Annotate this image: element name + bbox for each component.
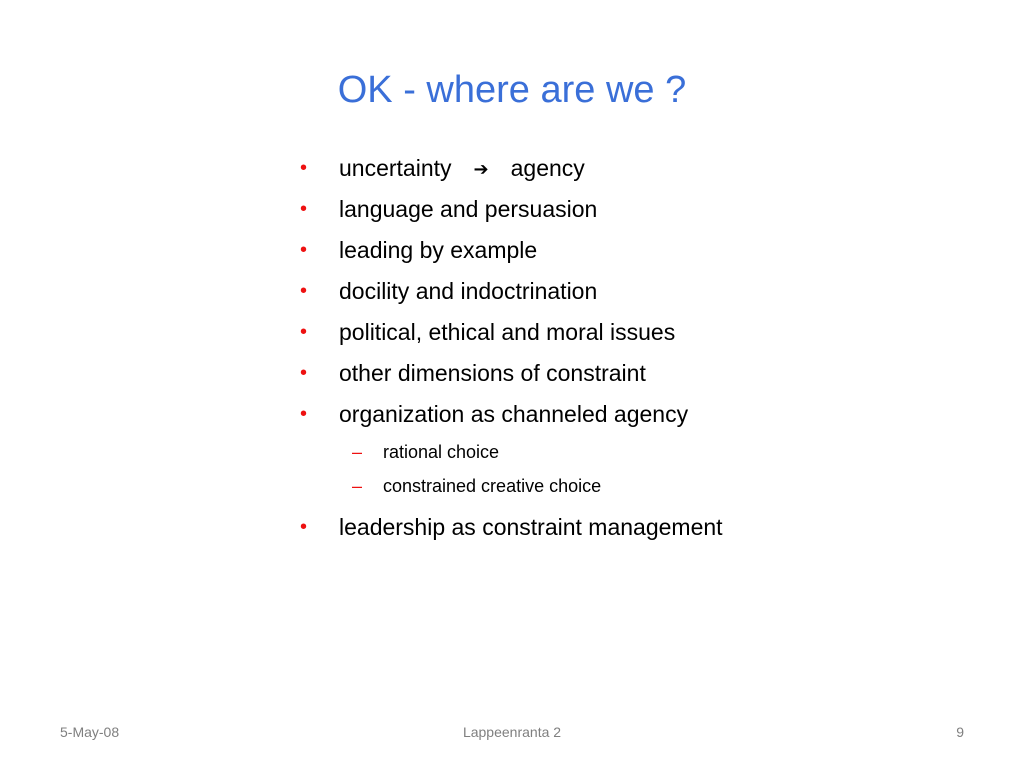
bullet-marker: • bbox=[300, 157, 308, 179]
bullet-marker: • bbox=[300, 239, 308, 261]
bullet-marker: • bbox=[300, 321, 308, 343]
bullet-marker: • bbox=[300, 280, 308, 302]
bullet-text: docility and indoctrination bbox=[339, 278, 598, 304]
bullet-marker: • bbox=[300, 403, 308, 425]
sub-bullet-group bbox=[300, 435, 980, 503]
sub-bullet-item bbox=[300, 469, 980, 503]
sub-bullet-list bbox=[300, 435, 980, 503]
sub-bullet-text: constrained creative choice bbox=[383, 476, 602, 496]
bullet-item bbox=[300, 353, 980, 394]
bullet-list bbox=[300, 148, 980, 548]
bullet-text: leadership as constraint management bbox=[339, 514, 723, 540]
bullet-text-after-arrow: agency bbox=[510, 155, 585, 181]
bullet-item bbox=[300, 148, 980, 189]
footer-date: 5-May-08 bbox=[60, 724, 120, 740]
footer-center-text: Lappeenranta 2 bbox=[462, 724, 562, 740]
bullet-item bbox=[300, 507, 980, 548]
sub-bullet-marker: – bbox=[352, 476, 363, 496]
sub-bullet-text: rational choice bbox=[383, 442, 500, 462]
bullet-item bbox=[300, 271, 980, 312]
bullet-text: uncertainty bbox=[339, 155, 452, 181]
bullet-item bbox=[300, 312, 980, 353]
right-arrow-icon: ➔ bbox=[473, 159, 489, 179]
bullet-text: political, ethical and moral issues bbox=[339, 319, 676, 345]
bullet-text: organization as channeled agency bbox=[339, 401, 689, 427]
bullet-marker: • bbox=[300, 198, 308, 220]
bullet-marker: • bbox=[300, 516, 308, 538]
bullet-text: language and persuasion bbox=[339, 196, 598, 222]
bullet-item bbox=[300, 394, 980, 435]
slide-number: 9 bbox=[956, 724, 964, 740]
bullet-text: other dimensions of constraint bbox=[339, 360, 646, 386]
sub-bullet-marker: – bbox=[352, 442, 363, 462]
sub-bullet-item bbox=[300, 435, 980, 469]
bullet-item bbox=[300, 189, 980, 230]
bullet-item bbox=[300, 230, 980, 271]
slide-title: OK - where are we ? bbox=[337, 69, 687, 111]
bullet-marker: • bbox=[300, 362, 308, 384]
bullet-text: leading by example bbox=[339, 237, 538, 263]
